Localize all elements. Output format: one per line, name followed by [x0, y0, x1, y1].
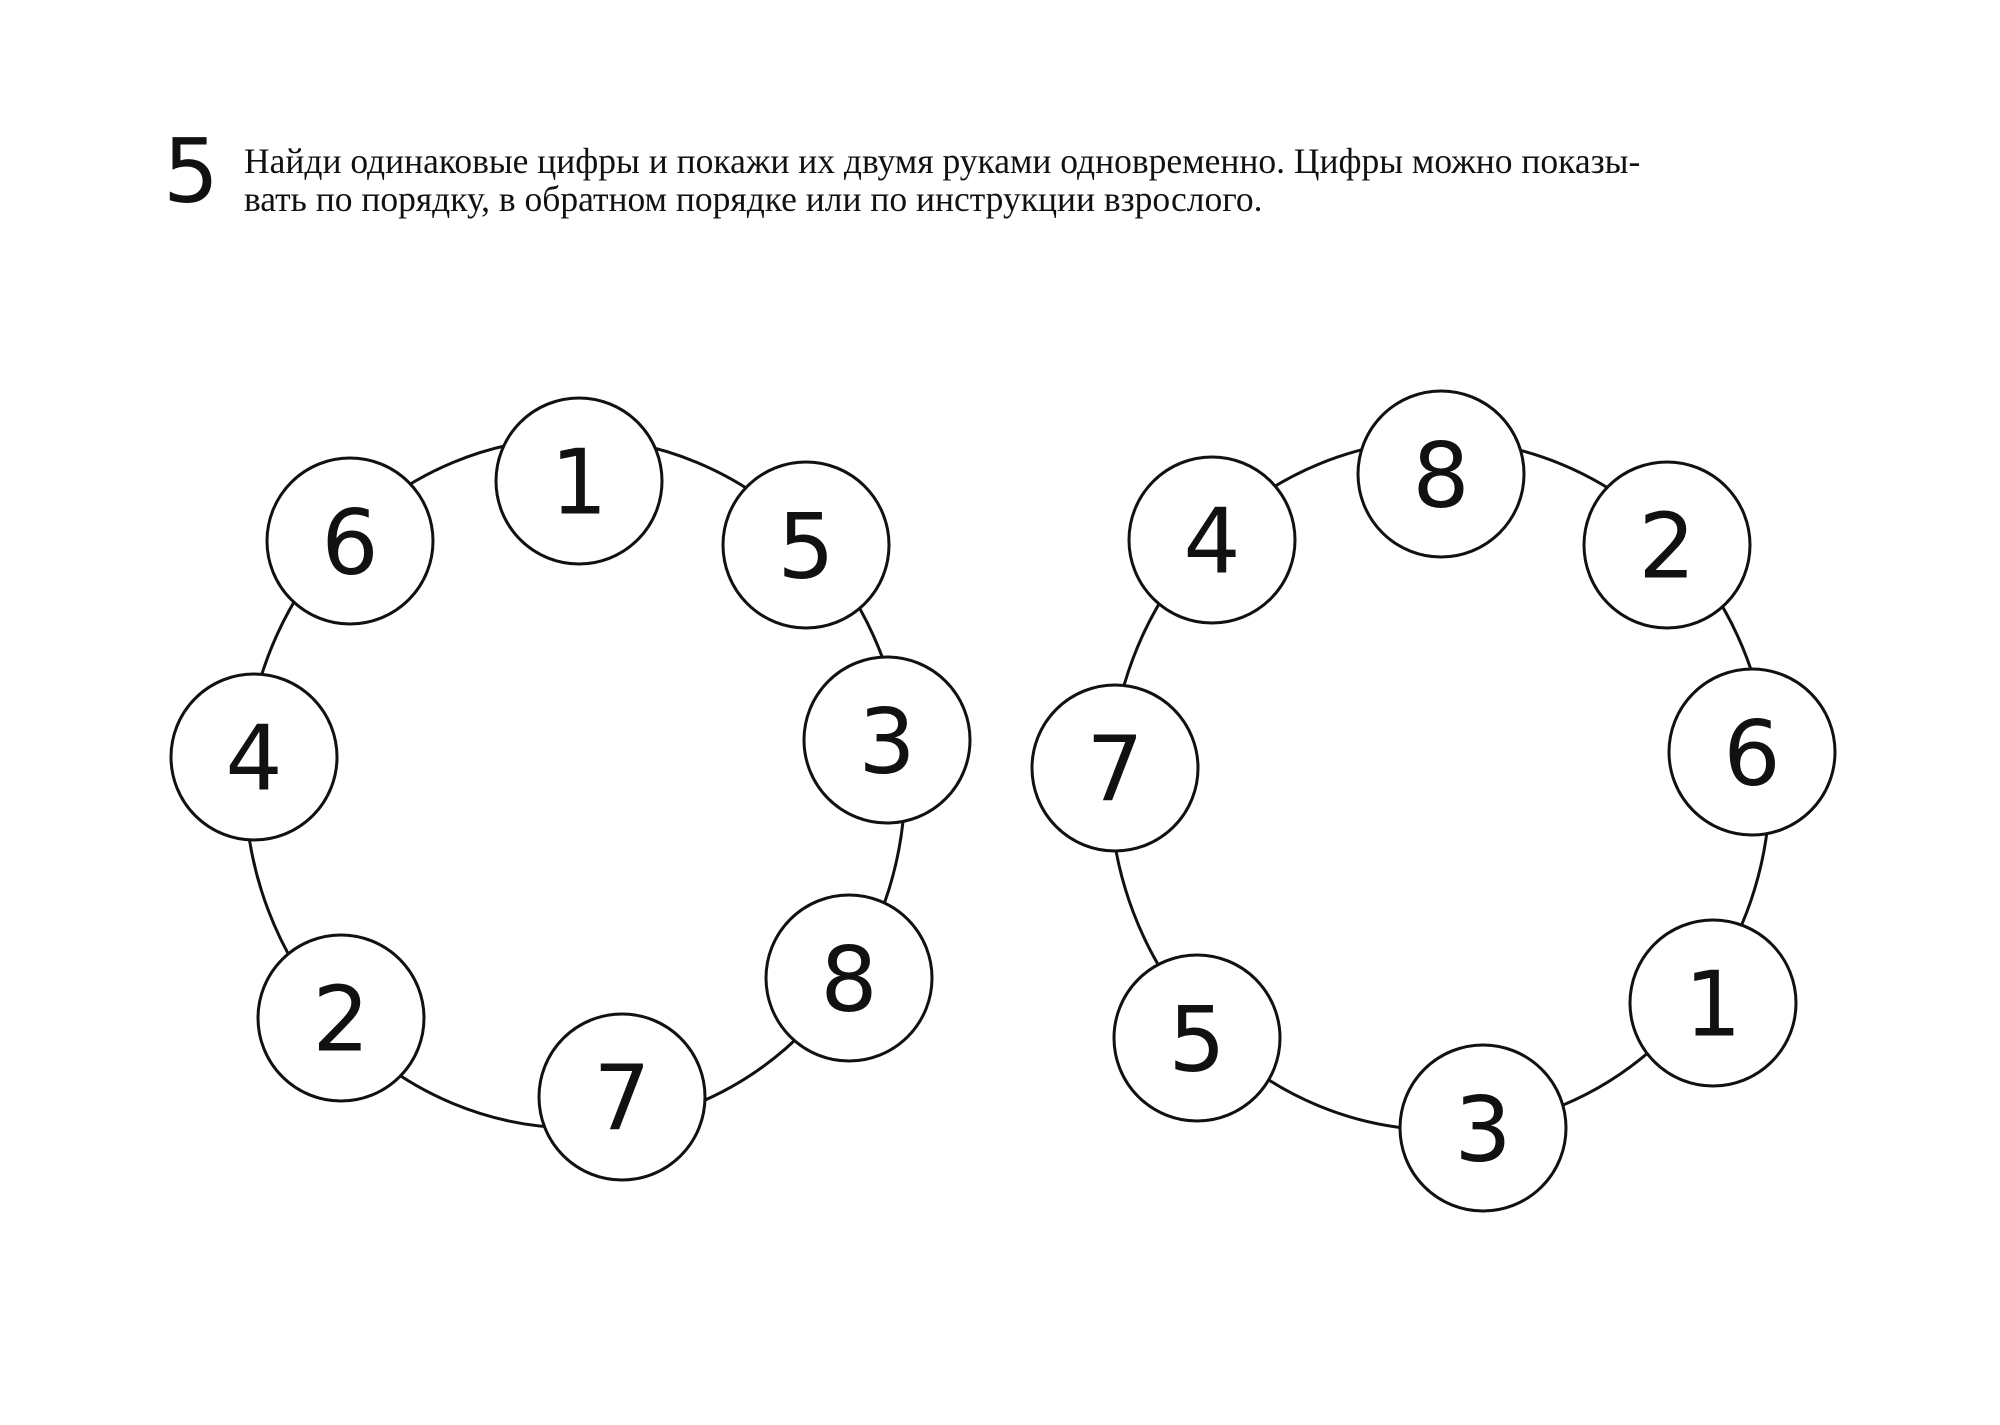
digit-bubble [766, 895, 932, 1061]
digit-label: 5 [1168, 987, 1226, 1093]
instruction-line: вать по порядку, в обратном порядке или по инструкции взрослого. [244, 179, 1263, 219]
digit-label: 8 [820, 927, 878, 1033]
digit-label: 6 [1723, 701, 1781, 807]
digit-label: 5 [777, 494, 835, 600]
digit-bubble [804, 657, 970, 823]
instruction-line: Найди одинаковые цифры и покажи их двумя руками одновременно. Цифры можно показы- [244, 141, 1641, 181]
digit-bubble [1584, 462, 1750, 628]
digit-label: 8 [1412, 423, 1470, 529]
digit-label: 6 [321, 490, 379, 596]
digit-bubble [1669, 669, 1835, 835]
digit-label: 2 [312, 967, 370, 1073]
digit-bubble [1114, 955, 1280, 1121]
digit-label: 3 [858, 689, 916, 795]
digit-label: 7 [1086, 717, 1144, 823]
digit-bubble [723, 462, 889, 628]
digit-label: 3 [1454, 1077, 1512, 1183]
left-ring [171, 398, 970, 1180]
digit-label: 2 [1638, 494, 1696, 600]
right-ring [1032, 391, 1835, 1211]
digit-bubble [1358, 391, 1524, 557]
digit-bubble [267, 458, 433, 624]
digit-label: 1 [1684, 952, 1742, 1058]
digit-label: 7 [593, 1046, 651, 1152]
task-number: 5 [163, 120, 219, 223]
digit-bubble [496, 398, 662, 564]
digit-bubble [258, 935, 424, 1101]
digit-bubble [539, 1014, 705, 1180]
digit-bubble [1129, 457, 1295, 623]
digit-bubble [1630, 920, 1796, 1086]
digit-label: 4 [1183, 489, 1241, 595]
digit-label: 1 [550, 430, 608, 536]
digit-bubble [1032, 685, 1198, 851]
digit-bubble [171, 674, 337, 840]
digit-bubble [1400, 1045, 1566, 1211]
digit-label: 4 [225, 706, 283, 812]
